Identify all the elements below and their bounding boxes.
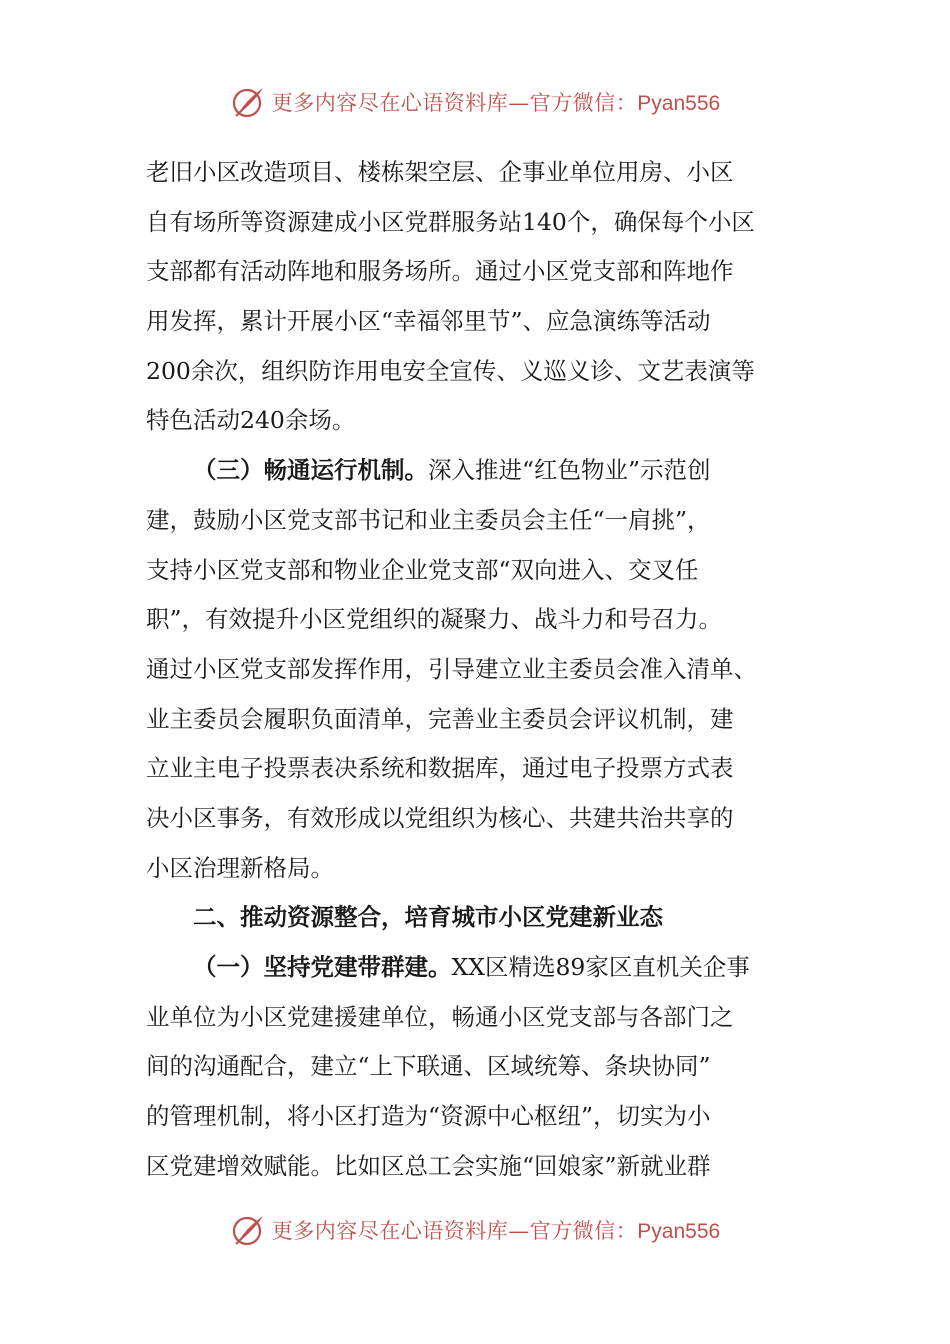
text-line — [146, 1142, 810, 1192]
paragraph-text: 决小区事务，有效形成以党组织为核心、共建共治共享的 — [146, 803, 734, 832]
watermark-text: 更多内容尽在心语资料库—官方微信：Pyan556 — [271, 1219, 721, 1243]
quill-logo-icon — [230, 1212, 266, 1248]
text-line — [146, 645, 810, 695]
text-line — [146, 695, 810, 745]
paragraph-text: 的管理机制，将小区打造为“资源中心枢纽”，切实为小 — [146, 1102, 711, 1131]
paragraph-text: 自有场所等资源建成小区党群服务站140个，确保每个小区 — [146, 207, 755, 236]
watermark-text: 更多内容尽在心语资料库—官方微信：Pyan556 — [271, 91, 721, 115]
watermark-banner-top — [0, 82, 950, 122]
text-line — [146, 1092, 810, 1142]
text-line — [146, 347, 810, 397]
paragraph-text: 建，鼓励小区党支部书记和业主委员会主任“一肩挑”， — [146, 505, 711, 534]
document-body — [146, 148, 810, 1191]
section-heading: 二、推动资源整合，培育城市小区党建新业态 — [193, 903, 663, 932]
watermark-banner-bottom — [0, 1210, 950, 1250]
text-line — [146, 546, 810, 596]
subsection-title: （一）坚持党建带群建。 — [193, 953, 452, 981]
text-line — [146, 943, 810, 993]
paragraph-text: 立业主电子投票表决系统和数据库，通过电子投票方式表 — [146, 754, 734, 783]
paragraph-text: 间的沟通配合，建立“上下联通、区域统筹、条块协同” — [146, 1052, 711, 1081]
subsection-title: （三）畅通运行机制。 — [193, 456, 428, 485]
paragraph-text: 200余次，组织防诈用电安全宣传、义巡义诊、文艺表演等 — [146, 356, 755, 385]
text-line — [146, 446, 810, 496]
paragraph-text: 小区治理新格局。 — [146, 853, 334, 882]
text-line — [146, 595, 810, 645]
text-line — [146, 297, 810, 347]
paragraph-text: 区党建增效赋能。比如区总工会实施“回娘家”新就业群 — [146, 1151, 711, 1180]
paragraph-text: 用发挥，累计开展小区“幸福邻里节”、应急演练等活动 — [146, 307, 711, 336]
text-line — [146, 198, 810, 248]
paragraph-text: 业单位为小区党建援建单位，畅通小区党支部与各部门之 — [146, 1002, 734, 1031]
paragraph-text: 职”，有效提升小区党组织的凝聚力、战斗力和号召力。 — [146, 605, 723, 634]
paragraph-text: XX区精选89家区直机关企事 — [451, 953, 750, 981]
quill-logo-icon — [230, 84, 266, 120]
paragraph-text: 老旧小区改造项目、楼栋架空层、企事业单位用房、小区 — [146, 158, 734, 186]
text-line — [146, 844, 810, 894]
text-line — [146, 794, 810, 844]
text-line — [146, 496, 810, 546]
paragraph-text: 通过小区党支部发挥作用，引导建立业主委员会准入清单、 — [146, 654, 757, 683]
text-line — [146, 148, 810, 198]
text-line — [146, 993, 810, 1043]
paragraph-text: 深入推进“红色物业”示范创 — [428, 456, 711, 485]
text-line — [146, 1042, 810, 1092]
paragraph-text: 支持小区党支部和物业企业党支部“双向进入、交叉任 — [146, 555, 699, 584]
paragraph-text: 支部都有活动阵地和服务场所。通过小区党支部和阵地作 — [146, 257, 734, 286]
text-line — [146, 247, 810, 297]
paragraph-text: 特色活动240余场。 — [146, 406, 356, 435]
paragraph-text: 业主委员会履职负面清单，完善业主委员会评议机制，建 — [146, 704, 734, 733]
text-line — [146, 744, 810, 794]
text-line — [146, 396, 810, 446]
